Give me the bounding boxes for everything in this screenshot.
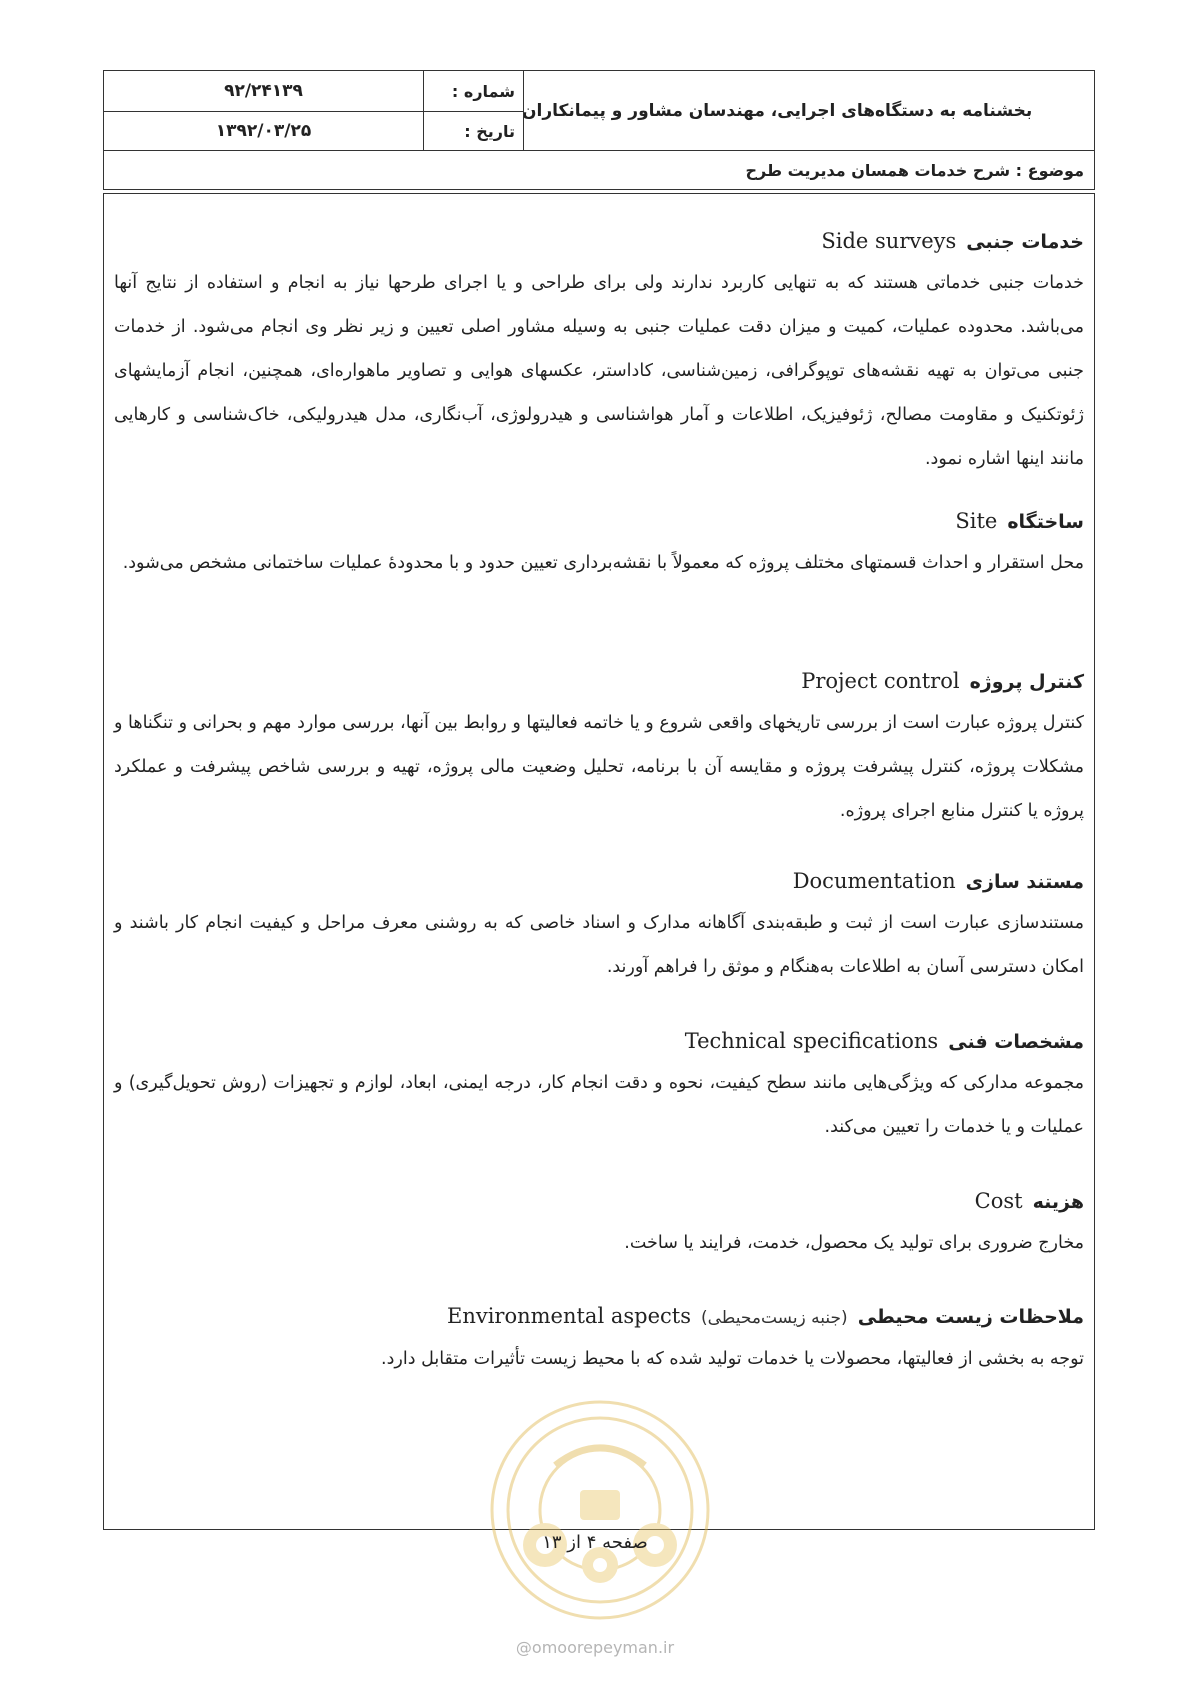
section-body: مجموعه مدارکی که ویژگی‌هایی مانند سطح کیفیت، نحوه و دقت انجام کار، درجه ایمنی، ابعاد، لوازم و تجهیزات (روش تحویل‌گیری) و عملیات و یا خدمات را تعیین می‌کند. [114,1073,1084,1137]
subject-line: موضوع : شرح خدمات همسان مدیریت طرح [745,160,1084,180]
content-frame [103,193,1095,1530]
section-title [114,866,1084,897]
section-body: مخارج ضروری برای تولید یک محصول، خدمت، فرایند یا ساخت. [624,1233,1084,1253]
section-title-en: Cost [974,1189,1023,1213]
section-title-fa: خدمات جنبی [966,231,1084,253]
page-number: صفحه ۴ از ۱۳ [542,1532,648,1553]
section-title-fa: مشخصات فنی [948,1031,1084,1053]
section-title-fa: ملاحظات زیست محیطی [857,1306,1084,1328]
section-project-control [114,666,1084,833]
section-title [114,666,1084,697]
document-header [103,70,1095,190]
section-title-en: Project control [801,669,960,693]
number-value: ۹۲/۲۴۱۳۹ [224,81,303,101]
section-title [114,506,1084,537]
section-title [114,1026,1084,1057]
section-body: خدمات جنبی خدماتی هستند که به تنهایی کاربرد ندارند ولی برای طراحی و یا اجرای طرحها نیاز به انجام و استفاده از نتایج آنها می‌باشد. محدوده عملیات، کمیت و میزان دقت عملیات جنبی به وسیله مشاور اصلی تعیین و زیر نظر وی انجام می‌شود. از خدمات جنبی می‌توان به تهیه نقشه‌های توپوگرافی، زمین‌شناسی، کاداستر، عکسهای هوایی و تصاویر ماهواره‌ای، همچنین، انجام آزمایشهای ژئوتکنیک و مقاومت مصالح، ژئوفیزیک، اطلاعات و آمار هواشناسی و هیدرولوژی، آب‌نگاری، مدل هیدرولیکی، خاک‌شناسی و کارهایی مانند اینها اشاره نمود. [114,273,1084,469]
section-title [114,1301,1084,1333]
number-row [104,71,523,112]
section-body: مستندسازی عبارت است از ثبت و طبقه‌بندی آگاهانه مدارک و اسناد خاصی که به روشنی معرف مراحل و کیفیت انجام کار باشند و امکان دسترسی آسان به اطلاعات به‌هنگام و موثق را فراهم آورند. [114,913,1084,977]
section-title [114,226,1084,257]
section-title-fa: مستند سازی [965,871,1084,893]
section-side-surveys [114,226,1084,481]
section-title-en: Side surveys [821,229,957,253]
date-value: ۱۳۹۲/۰۳/۲۵ [215,121,312,141]
circular-title: بخشنامه به دستگاه‌های اجرایی، مهندسان مشاور و پیمانکاران [522,71,1094,151]
reference-box [104,71,524,151]
section-body: محل استقرار و احداث قسمتهای مختلف پروژه که معمولاً با نقشه‌برداری تعیین حدود و با محدودهٔ عملیات ساختمانی مشخص می‌شود. [122,553,1084,573]
section-title-en: Documentation [792,869,956,893]
section-title-fa: کنترل پروژه [969,671,1084,693]
section-environmental-aspects [114,1301,1084,1381]
section-title-paren: (جنبه زیست‌محیطی) [701,1308,848,1328]
seal-watermark-icon [485,1395,715,1625]
number-label: شماره : [423,71,523,111]
section-title [114,1186,1084,1217]
section-title-en: Site [955,509,998,533]
section-title-fa: ساختگاه [1007,511,1084,533]
date-row [104,111,523,151]
section-site [114,506,1084,585]
section-documentation [114,866,1084,989]
section-title-fa: هزینه [1032,1191,1084,1213]
website-watermark: @omoorepeyman.ir [515,1638,675,1657]
section-cost [114,1186,1084,1265]
date-label: تاریخ : [423,111,523,151]
section-body: کنترل پروژه عبارت است از بررسی تاریخهای واقعی شروع و یا خاتمه فعالیتها و روابط بین آنها، بررسی موارد مهم و بحرانی و تنگناها و مشکلات پروژه، کنترل پیشرفت پروژه و مقایسه آن با برنامه، تحلیل وضعیت مالی پروژه، تهیه و بررسی شاخص پیشرفت و عملکرد پروژه یا کنترل منابع اجرای پروژه. [114,713,1084,821]
section-technical-specifications [114,1026,1084,1149]
section-title-en: Technical specifications [684,1029,939,1053]
section-body: توجه به بخشی از فعالیتها، محصولات یا خدمات تولید شده که با محیط زیست تأثیرات متقابل دارد. [381,1349,1084,1369]
section-title-en: Environmental aspects [446,1304,691,1328]
